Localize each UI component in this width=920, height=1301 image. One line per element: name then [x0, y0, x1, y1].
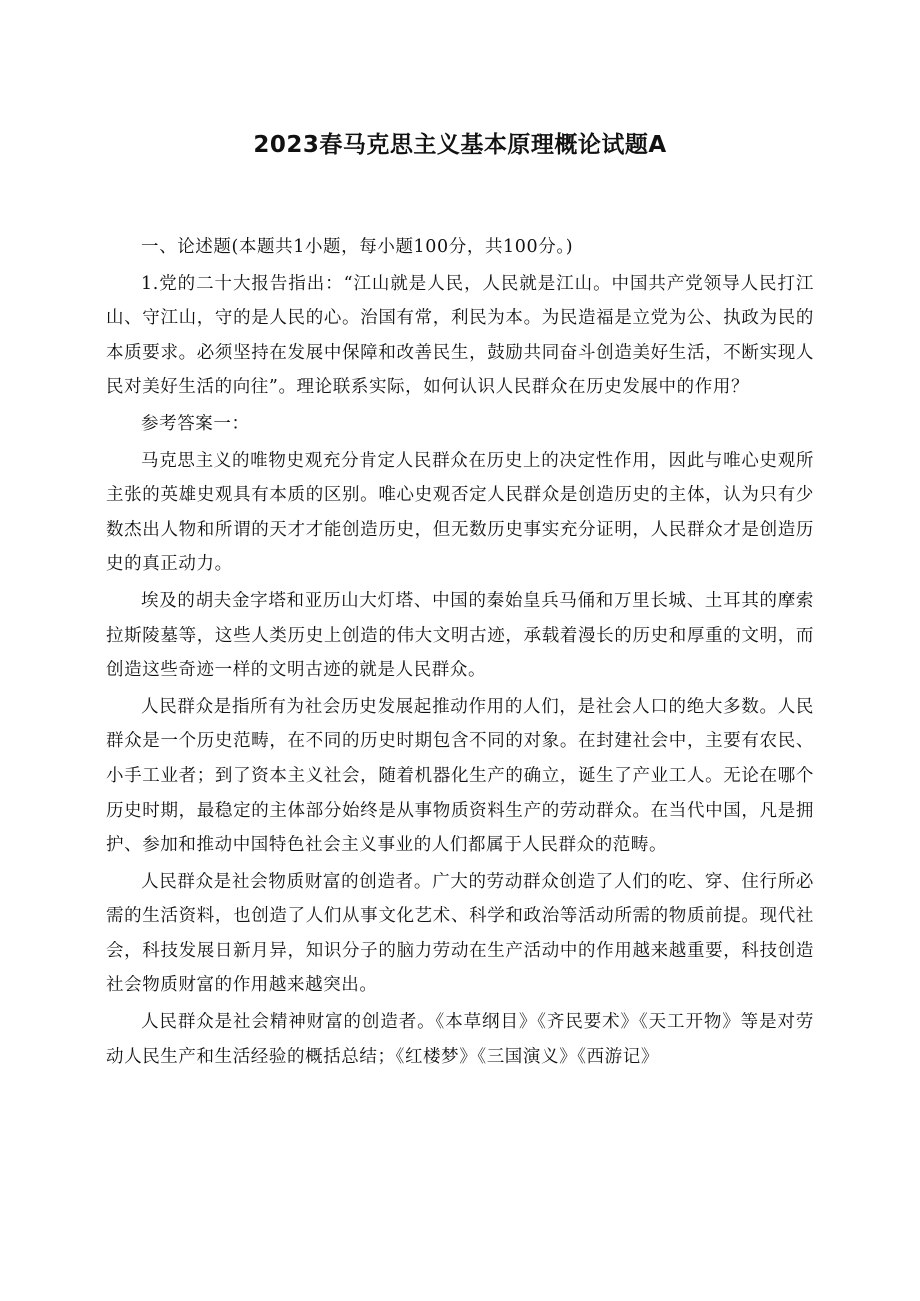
- section-heading: 一、论述题(本题共1小题，每小题100分，共100分。): [141, 237, 574, 257]
- document-title: 2023春马克思主义基本原理概论试题A: [253, 132, 667, 158]
- question-text: 1.党的二十大报告指出：“江山就是人民，人民就是江山。中国共产党领导人民打江山、守江山，守的是人民的心。治国有常，利民为本。为民造福是立党为公、执政为民的本质要求。必须坚持在发展中保障和改善民生，鼓励共同奋斗创造美好生活，不断实现人民对美好生活的向往”。理论联系实际，如何认识人民群众在历史发展中的作用？: [106, 273, 814, 398]
- answer-paragraph: 人民群众是社会精神财富的创造者。《本草纲目》《齐民要术》《天工开物》等是对劳动人民生产和生活经验的概括总结；《红楼梦》《三国演义》《西游记》: [106, 1012, 814, 1067]
- answer-paragraph: 人民群众是指所有为社会历史发展起推动作用的人们，是社会人口的绝大多数。人民群众是一个历史范畴，在不同的历史时期包含不同的对象。在封建社会中，主要有农民、小手工业者；到了资本主义社会，随着机器化生产的确立，诞生了产业工人。无论在哪个历史时期，最稳定的主体部分始终是从事物质资料生产的劳动群众。在当代中国，凡是拥护、参加和推动中国特色社会主义事业的人们都属于人民群众的范畴。: [106, 696, 814, 856]
- answer-label: 参考答案一：: [141, 413, 250, 434]
- document-body: [106, 230, 814, 1076]
- answer-paragraph: 埃及的胡夫金字塔和亚历山大灯塔、中国的秦始皇兵马俑和万里长城、土耳其的摩索拉斯陵墓等，这些人类历史上创造的伟大文明古迹，承载着漫长的历史和厚重的文明，而创造这些奇迹一样的文明古迹的就是人民群众。: [106, 590, 814, 681]
- answer-paragraph: 人民群众是社会物质财富的创造者。广大的劳动群众创造了人们的吃、穿、住行所必需的生活资料，也创造了人们从事文化艺术、科学和政治等活动所需的物质前提。现代社会，科技发展日新月异，知识分子的脑力劳动在生产活动中的作用越来越重要，科技创造社会物质财富的作用越来越突出。: [106, 871, 814, 996]
- answer-paragraph: 马克思主义的唯物史观充分肯定人民群众在历史上的决定性作用，因此与唯心史观所主张的英雄史观具有本质的区别。唯心史观否定人民群众是创造历史的主体，认为只有少数杰出人物和所谓的天才才能创造历史，但无数历史事实充分证明，人民群众才是创造历史的真正动力。: [106, 450, 814, 575]
